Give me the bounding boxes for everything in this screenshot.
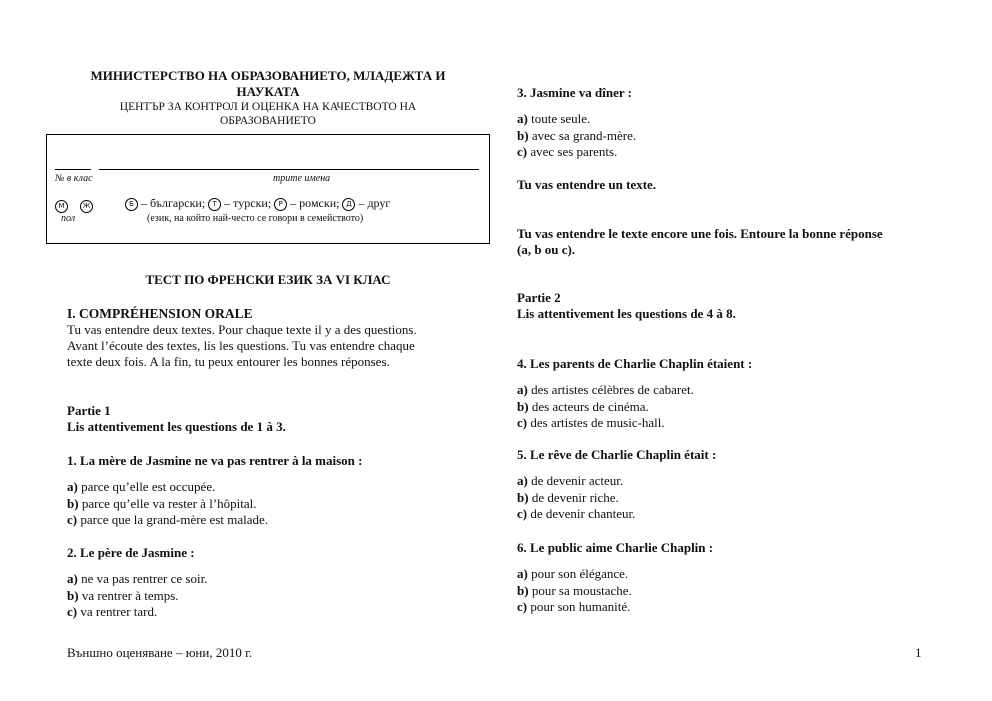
lang-other-label: – друг bbox=[358, 196, 391, 210]
student-info-box bbox=[46, 134, 490, 244]
option-a[interactable] bbox=[517, 111, 636, 128]
option-letter: b) bbox=[517, 489, 529, 505]
option-text: va rentrer à temps. bbox=[78, 587, 179, 603]
option-letter: a) bbox=[517, 111, 528, 126]
lang-turkish-icon[interactable]: Т bbox=[208, 198, 221, 211]
partie-2-instruction: Lis attentivement les questions de 4 à 8. bbox=[517, 306, 736, 321]
option-b[interactable] bbox=[67, 588, 207, 605]
language-note: (език, на който най-често се говори в семейството) bbox=[147, 213, 364, 224]
option-letter: b) bbox=[67, 587, 79, 603]
names-line bbox=[99, 169, 479, 170]
option-a[interactable] bbox=[67, 479, 363, 496]
option-text: avec ses parents. bbox=[527, 144, 618, 159]
ministry-line-1: МИНИСТЕРСТВО НА ОБРАЗОВАНИЕТО, МЛАДЕЖТА И bbox=[90, 68, 446, 83]
option-letter: c) bbox=[517, 415, 528, 430]
option-text: avec sa grand-mère. bbox=[528, 127, 637, 143]
lang-other-icon[interactable]: Д bbox=[342, 198, 355, 211]
language-options[interactable] bbox=[125, 195, 390, 211]
option-letter: c) bbox=[517, 506, 528, 521]
option-c[interactable] bbox=[67, 604, 207, 621]
option-c[interactable] bbox=[517, 144, 636, 161]
option-text: pour son humanité. bbox=[527, 599, 631, 614]
option-letter: c) bbox=[517, 144, 528, 159]
section-1-intro-line-2: Avant l’écoute des textes, lis les questions. Tu vas entendre chaque bbox=[67, 338, 415, 353]
option-b[interactable] bbox=[517, 399, 752, 416]
option-letter: b) bbox=[517, 582, 529, 598]
lang-bulgarian-label: – български; bbox=[141, 196, 206, 210]
question-6 bbox=[517, 540, 713, 616]
listen-instruction-2-line-2: (a, b ou c). bbox=[517, 242, 576, 257]
question-text: 6. Le public aime Charlie Chaplin : bbox=[517, 540, 714, 555]
ministry-line-2: НАУКАТА bbox=[236, 84, 300, 99]
option-a[interactable] bbox=[517, 566, 713, 583]
footer-text: Външно оценяване – юни, 2010 г. bbox=[67, 645, 253, 660]
gender-label: пол bbox=[61, 213, 76, 224]
option-text: des artistes célèbres de cabaret. bbox=[527, 382, 694, 397]
option-text: pour son élégance. bbox=[527, 566, 629, 581]
option-letter: b) bbox=[67, 495, 79, 511]
partie-1-instruction: Lis attentivement les questions de 1 à 3. bbox=[67, 419, 286, 434]
option-letter: a) bbox=[517, 382, 528, 397]
option-letter: a) bbox=[517, 566, 528, 581]
option-text: parce qu’elle va rester à l’hôpital. bbox=[78, 495, 257, 511]
option-letter: b) bbox=[517, 398, 529, 414]
section-1-intro-line-1: Tu vas entendre deux textes. Pour chaque texte il y a des questions. bbox=[67, 322, 417, 337]
female-circle-icon[interactable]: Ж bbox=[80, 200, 93, 213]
option-text: parce qu’elle est occupée. bbox=[77, 479, 216, 494]
center-line-2: ОБРАЗОВАНИЕТО bbox=[220, 115, 316, 127]
option-text: ne va pas rentrer ce soir. bbox=[77, 571, 208, 586]
question-4 bbox=[517, 356, 752, 432]
option-a[interactable] bbox=[67, 571, 207, 588]
option-b[interactable] bbox=[517, 490, 716, 507]
option-a[interactable] bbox=[517, 473, 716, 490]
option-b[interactable] bbox=[67, 496, 363, 513]
partie-1-title: Partie 1 bbox=[67, 403, 111, 418]
option-letter: c) bbox=[517, 599, 528, 614]
partie-2-title: Partie 2 bbox=[517, 290, 561, 305]
option-letter: a) bbox=[67, 571, 78, 586]
question-3 bbox=[517, 85, 636, 161]
partie-2 bbox=[517, 290, 736, 322]
option-text: des artistes de music-hall. bbox=[527, 415, 665, 430]
male-circle-icon[interactable]: М bbox=[55, 200, 68, 213]
option-text: toute seule. bbox=[527, 111, 591, 126]
question-2 bbox=[67, 545, 207, 621]
option-text: parce que la grand-mère est malade. bbox=[77, 512, 269, 527]
section-1-intro-line-3: texte deux fois. A la fin, tu peux entourer les bonnes réponses. bbox=[67, 354, 390, 369]
question-text: 5. Le rêve de Charlie Chaplin était : bbox=[517, 447, 717, 462]
class-number-line bbox=[55, 169, 91, 170]
option-c[interactable] bbox=[517, 415, 752, 432]
lang-roma-icon[interactable]: Р bbox=[274, 198, 287, 211]
option-letter: c) bbox=[67, 604, 78, 619]
option-text: pour sa moustache. bbox=[528, 582, 632, 598]
option-a[interactable] bbox=[517, 382, 752, 399]
option-c[interactable] bbox=[67, 512, 363, 529]
option-text: de devenir riche. bbox=[528, 489, 619, 505]
question-text: 3. Jasmine va dîner : bbox=[517, 85, 632, 100]
names-label: трите имена bbox=[273, 173, 331, 184]
option-letter: a) bbox=[67, 479, 78, 494]
test-title: ТЕСТ ПО ФРЕНСКИ ЕЗИК ЗА VI КЛАС bbox=[145, 272, 391, 287]
question-1 bbox=[67, 453, 363, 529]
lang-bulgarian-icon[interactable]: Б bbox=[125, 198, 138, 211]
option-letter: a) bbox=[517, 473, 528, 488]
option-letter: b) bbox=[517, 127, 529, 143]
option-text: de devenir acteur. bbox=[527, 473, 624, 488]
listen-instruction-2-line-1: Tu vas entendre le texte encore une fois. Entoure la bonne réponse bbox=[517, 226, 883, 241]
partie-1 bbox=[67, 403, 286, 435]
option-text: va rentrer tard. bbox=[77, 604, 158, 619]
lang-roma-label: – ромски; bbox=[290, 196, 340, 210]
option-b[interactable] bbox=[517, 583, 713, 600]
option-c[interactable] bbox=[517, 599, 713, 616]
section-1 bbox=[67, 306, 487, 370]
question-text: 2. Le père de Jasmine : bbox=[67, 545, 195, 560]
option-b[interactable] bbox=[517, 128, 636, 145]
question-5 bbox=[517, 447, 716, 523]
class-number-label: № в клас bbox=[55, 173, 93, 184]
option-c[interactable] bbox=[517, 506, 716, 523]
question-text: 4. Les parents de Charlie Chaplin étaient : bbox=[517, 356, 753, 371]
listen-instruction-1: Tu vas entendre un texte. bbox=[517, 177, 657, 192]
section-1-title: I. COMPRÉHENSION ORALE bbox=[67, 306, 253, 321]
option-text: de devenir chanteur. bbox=[527, 506, 636, 521]
header bbox=[46, 68, 490, 128]
listen-instruction-2 bbox=[517, 226, 937, 258]
center-line-1: ЦЕНТЪР ЗА КОНТРОЛ И ОЦЕНКА НА КАЧЕСТВОТО НА bbox=[119, 101, 417, 113]
option-letter: c) bbox=[67, 512, 78, 527]
question-text: 1. La mère de Jasmine ne va pas rentrer à la maison : bbox=[67, 453, 363, 468]
page-number: 1 bbox=[915, 645, 922, 660]
option-text: des acteurs de cinéma. bbox=[528, 398, 649, 414]
lang-turkish-label: – турски; bbox=[224, 196, 272, 210]
